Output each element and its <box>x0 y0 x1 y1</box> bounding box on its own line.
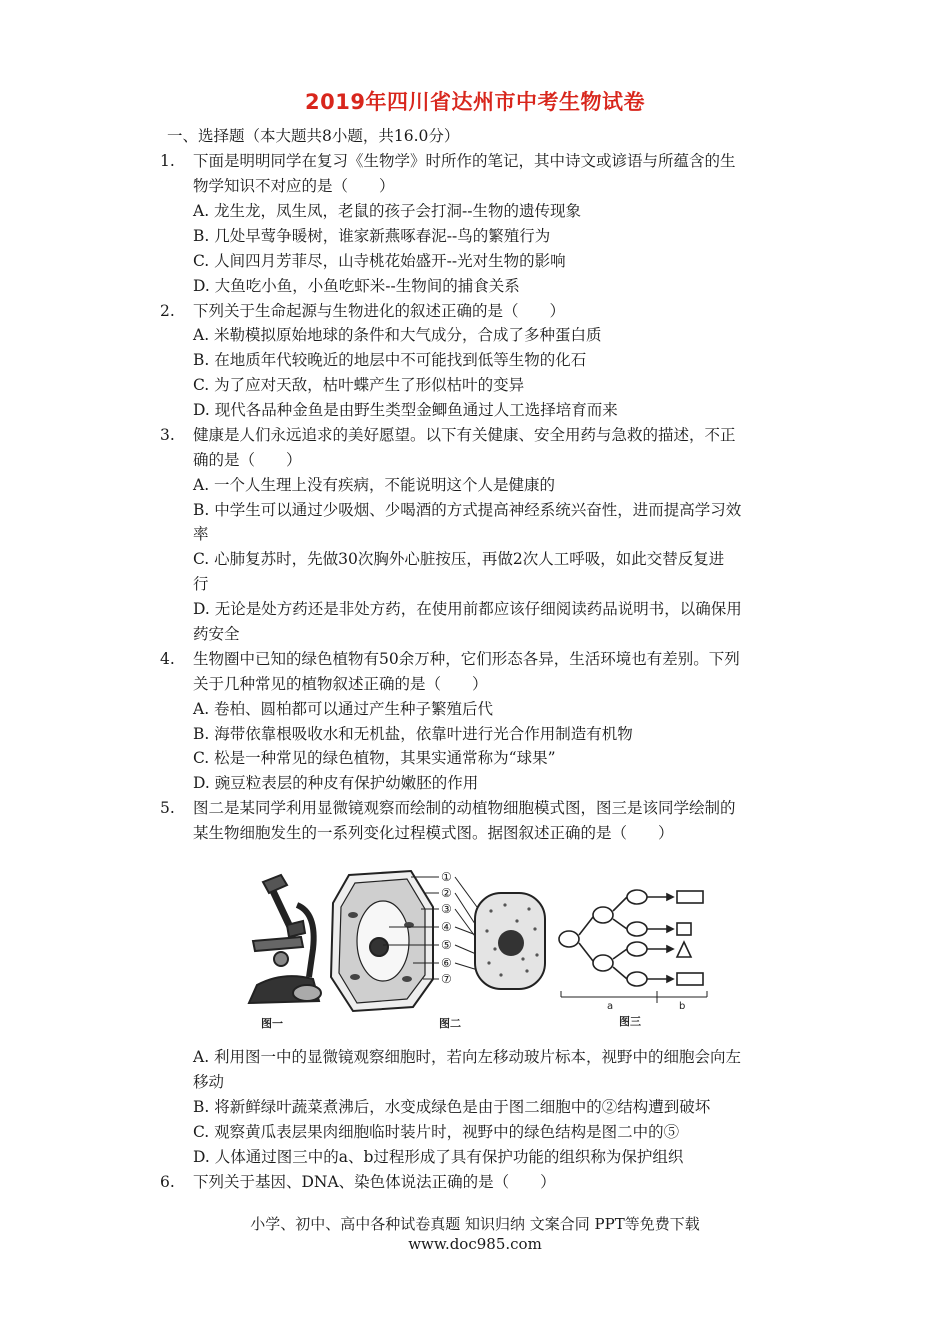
label-4: ④ <box>441 920 452 934</box>
label-2: ② <box>441 886 452 900</box>
question-3-option-d: D. 无论是处方药还是非处方药，在使用前都应该仔细阅读药品说明书，以确保用 <box>193 600 742 618</box>
question-2-option-a: A. 米勒模拟原始地球的条件和大气成分，合成了多种蛋白质 <box>193 326 602 344</box>
question-5-option-b: B. 将新鲜绿叶蔬菜煮沸后，水变成绿色是由于图二细胞中的②结构遭到破坏 <box>193 1098 711 1116</box>
exam-title: 2019年四川省达州市中考生物试卷 <box>305 90 645 114</box>
label-6: ⑥ <box>441 956 452 970</box>
question-6-stem: 下列关于基因、DNA、染色体说法正确的是（ ） <box>193 1173 556 1191</box>
question-4-number: 4. <box>160 650 175 668</box>
question-3-option-c-cont: 行 <box>193 575 209 593</box>
footer-url[interactable]: www.doc985.com <box>408 1235 542 1253</box>
figure-2-label: 图二 <box>439 1017 461 1030</box>
question-4-stem-cont: 关于几种常见的植物叙述正确的是（ ） <box>193 675 488 693</box>
process-b-label: b <box>679 1001 686 1012</box>
animal-cell-figure <box>475 893 545 989</box>
question-3-option-a: A. 一个人生理上没有疾病，不能说明这个人是健康的 <box>193 476 556 494</box>
question-5-figure <box>243 867 713 1035</box>
label-7: ⑦ <box>441 972 452 986</box>
cell-structure-labels <box>441 870 452 986</box>
question-3-option-c: C. 心肺复苏时，先做30次胸外心脏按压，再做2次人工呼吸，如此交替反复进 <box>193 550 725 568</box>
question-5-option-d: D. 人体通过图三中的a、b过程形成了具有保护功能的组织称为保护组织 <box>193 1148 684 1166</box>
question-5-number: 5. <box>160 799 175 817</box>
cell-process-figure <box>559 890 703 986</box>
question-3-stem: 健康是人们永远追求的美好愿望。以下有关健康、安全用药与急救的描述，不正 <box>193 426 736 444</box>
figure-1-label: 图一 <box>261 1017 283 1030</box>
process-a-label: a <box>607 1001 614 1012</box>
question-3-option-d-cont: 药安全 <box>193 625 240 643</box>
section-heading: 一、选择题（本大题共8小题，共16.0分） <box>167 127 460 145</box>
label-3: ③ <box>441 902 452 916</box>
question-3-option-b-cont: 率 <box>193 525 209 543</box>
question-5-stem: 图二是某同学利用显微镜观察而绘制的动植物细胞模式图，图三是该同学绘制的 <box>193 799 736 817</box>
question-2-option-c: C. 为了应对天敌，枯叶蝶产生了形似枯叶的变异 <box>193 376 525 394</box>
question-4-option-b: B. 海带依靠根吸收水和无机盐，依靠叶进行光合作用制造有机物 <box>193 725 633 743</box>
footer-text: 小学、初中、高中各种试卷真题 知识归纳 文案合同 PPT等免费下载 <box>250 1215 700 1233</box>
question-1-stem-cont: 物学知识不对应的是（ ） <box>193 177 395 195</box>
label-1: ① <box>441 870 452 884</box>
question-4-option-d: D. 豌豆粒表层的种皮有保护幼嫩胚的作用 <box>193 774 479 792</box>
microscope-figure <box>249 875 321 1003</box>
question-2-option-b: B. 在地质年代较晚近的地层中不可能找到低等生物的化石 <box>193 351 587 369</box>
question-2-stem: 下列关于生命起源与生物进化的叙述正确的是（ ） <box>193 302 566 320</box>
question-5-option-a: A. 利用图一中的显微镜观察细胞时，若向左移动玻片标本，视野中的细胞会向左 <box>193 1048 742 1066</box>
question-1-stem: 下面是明明同学在复习《生物学》时所作的笔记，其中诗文或谚语与所蕴含的生 <box>193 152 736 170</box>
question-1-option-b: B. 几处早莺争暖树，谁家新燕啄春泥--鸟的繁殖行为 <box>193 227 551 245</box>
question-4-stem: 生物圈中已知的绿色植物有50余万种，它们形态各异，生活环境也有差别。下列 <box>193 650 740 668</box>
question-1-option-a: A. 龙生龙，凤生凤，老鼠的孩子会打洞--生物的遗传现象 <box>193 202 582 220</box>
question-1-number: 1. <box>160 152 175 170</box>
question-3-number: 3. <box>160 426 175 444</box>
question-2-number: 2. <box>160 302 175 320</box>
question-5-option-a-cont: 移动 <box>193 1073 225 1091</box>
question-1-option-c: C. 人间四月芳菲尽，山寺桃花始盛开--光对生物的影响 <box>193 252 566 270</box>
label-5: ⑤ <box>441 938 452 952</box>
question-5-option-c: C. 观察黄瓜表层果肉细胞临时装片时，视野中的绿色结构是图二中的⑤ <box>193 1123 680 1141</box>
question-6-number: 6. <box>160 1173 175 1191</box>
plant-cell-figure <box>331 871 433 1011</box>
question-2-option-d: D. 现代各品种金鱼是由野生类型金鲫鱼通过人工选择培育而来 <box>193 401 618 419</box>
question-1-option-d: D. 大鱼吃小鱼，小鱼吃虾米--生物间的捕食关系 <box>193 277 520 295</box>
question-4-option-c: C. 松是一种常见的绿色植物，其果实通常称为“球果” <box>193 749 556 767</box>
question-4-option-a: A. 卷柏、圆柏都可以通过产生种子繁殖后代 <box>193 700 494 718</box>
question-5-stem-cont: 某生物细胞发生的一系列变化过程模式图。据图叙述正确的是（ ） <box>193 824 674 842</box>
figure-3-label: 图三 <box>619 1015 641 1028</box>
question-3-option-b: B. 中学生可以通过少吸烟、少喝酒的方式提高神经系统兴奋性，进而提高学习效 <box>193 501 742 519</box>
question-3-stem-cont: 确的是（ ） <box>193 451 302 469</box>
